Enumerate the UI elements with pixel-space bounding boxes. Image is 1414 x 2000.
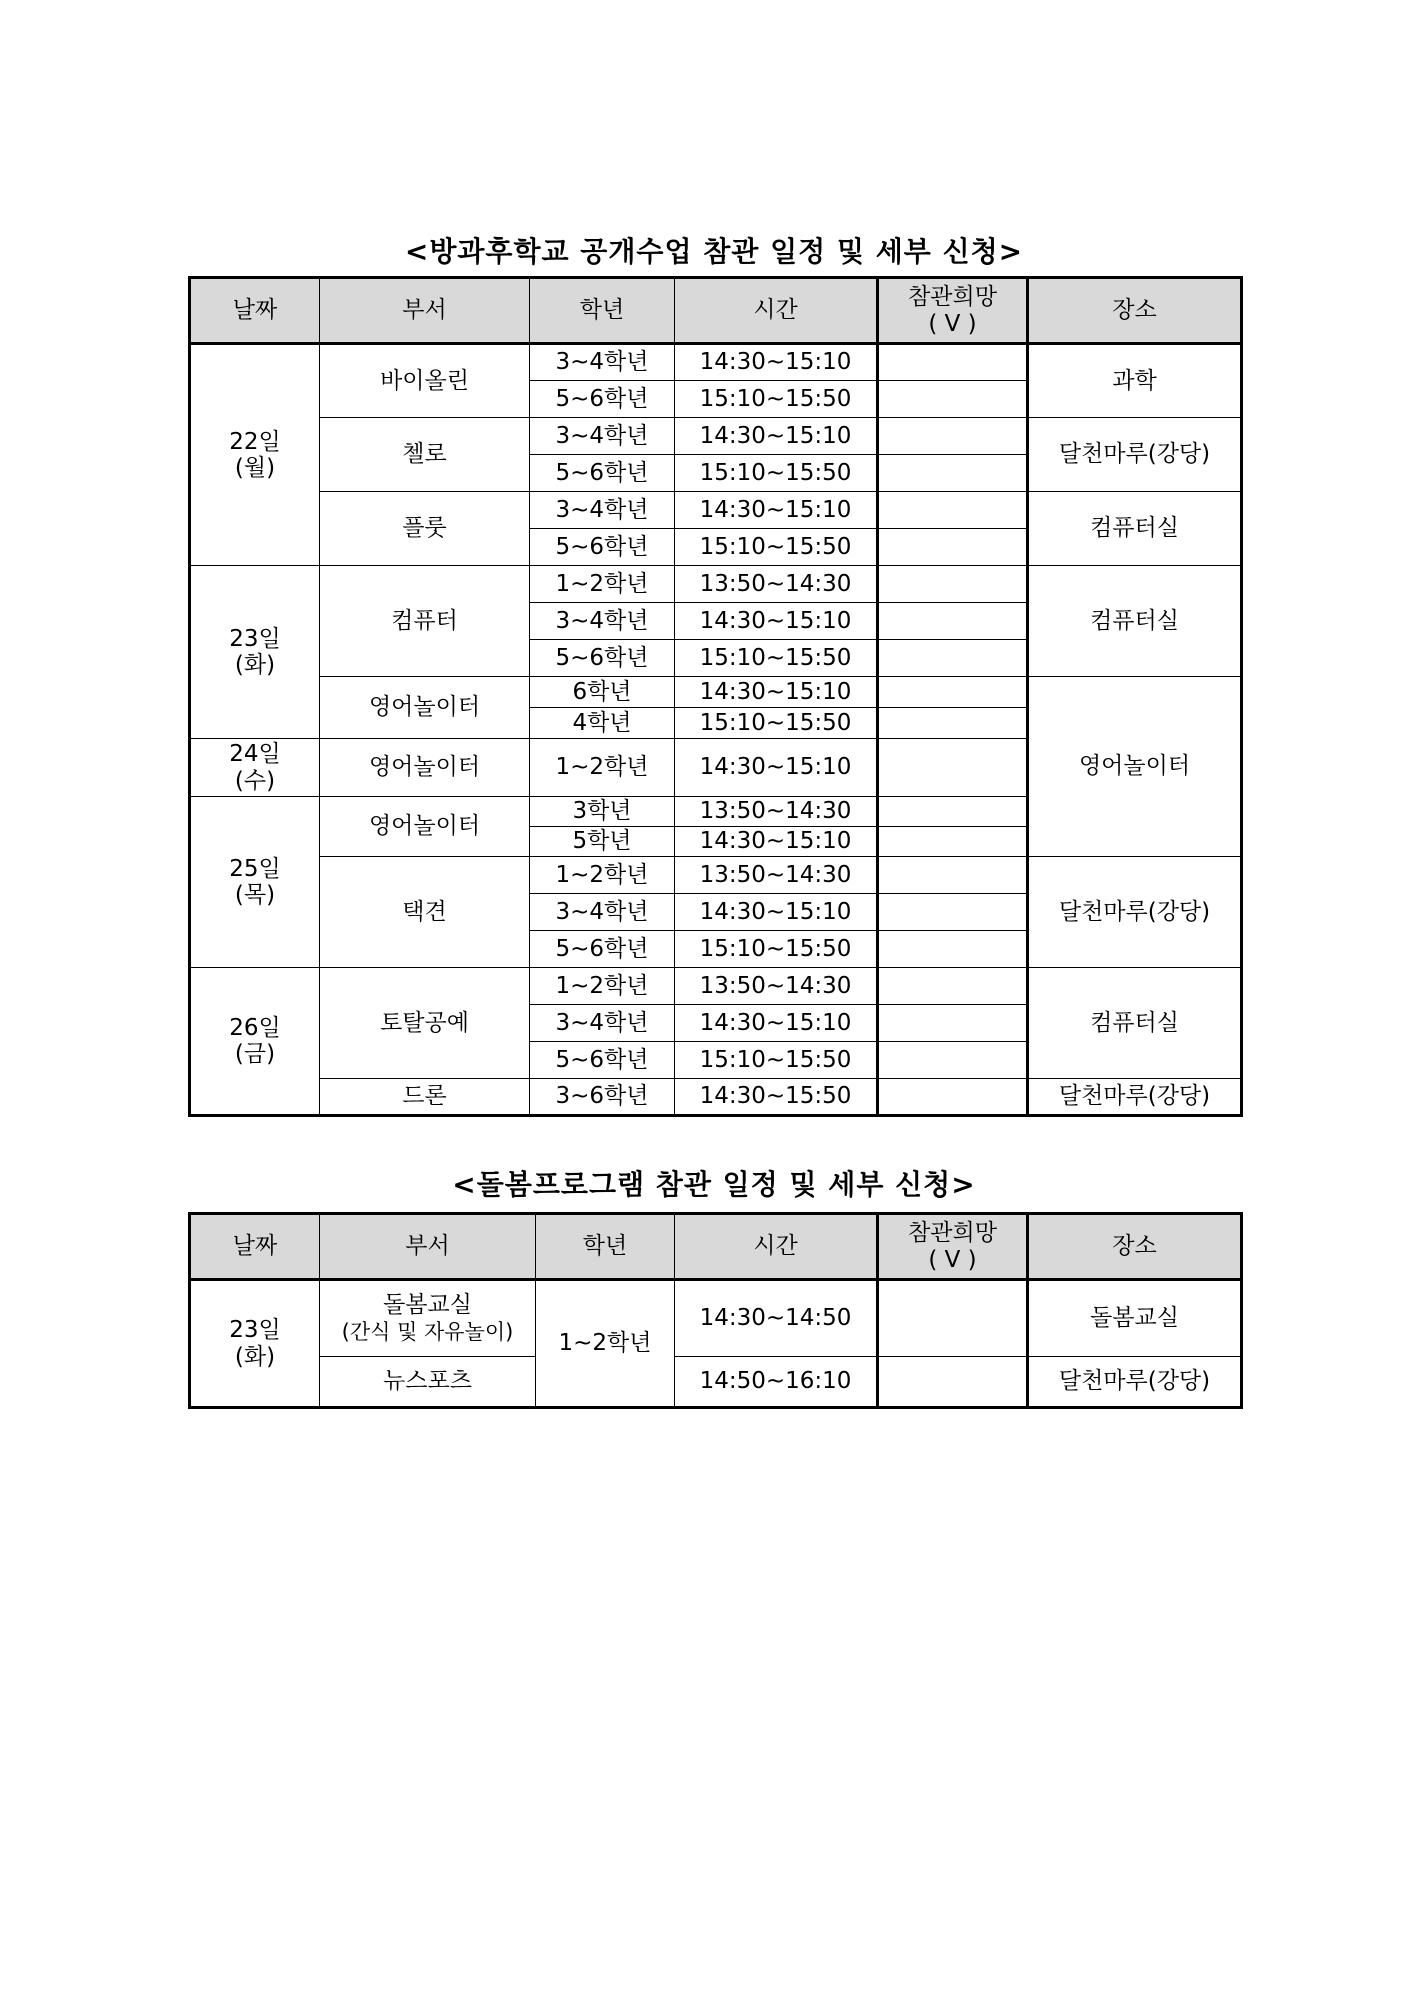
time-cell: 14:30~15:10 [675, 894, 878, 931]
hope-check-cell[interactable] [878, 381, 1028, 418]
dept-sublabel: (간식 및 자유놀이) [341, 1319, 514, 1344]
header-time: 시간 [675, 278, 878, 344]
after-school-schedule-table [188, 276, 1243, 1117]
time-cell: 14:30~15:10 [675, 677, 878, 708]
hope-check-cell[interactable] [878, 708, 1028, 739]
table-row [190, 1280, 1242, 1357]
hope-check-cell[interactable] [878, 603, 1028, 640]
hope-check-cell[interactable] [878, 1079, 1028, 1116]
time-cell: 15:10~15:50 [675, 381, 878, 418]
time-cell: 14:30~15:10 [675, 418, 878, 455]
place-cell: 과학 [1028, 344, 1242, 418]
hope-check-cell[interactable] [878, 344, 1028, 381]
time-cell: 15:10~15:50 [675, 708, 878, 739]
hope-check-cell[interactable] [878, 857, 1028, 894]
table-row [190, 968, 1242, 1005]
table-row [190, 418, 1242, 455]
header-date: 날짜 [190, 1214, 320, 1280]
date-label: 23일 [229, 625, 281, 652]
header-row [190, 278, 1242, 344]
place-cell: 달천마루(강당) [1028, 1079, 1242, 1116]
hope-check-cell[interactable] [878, 968, 1028, 1005]
grade-cell: 5~6학년 [530, 381, 675, 418]
date-label: 26일 [229, 1014, 281, 1041]
table-row [190, 677, 1242, 708]
time-cell: 14:30~15:10 [675, 739, 878, 797]
time-cell: 14:30~15:10 [675, 827, 878, 857]
day-label: (화) [234, 652, 276, 678]
place-cell: 컴퓨터실 [1028, 968, 1242, 1079]
time-cell: 15:10~15:50 [675, 640, 878, 677]
header-dept: 부서 [320, 278, 530, 344]
dept-cell: 토탈공예 [320, 968, 530, 1079]
hope-check-cell[interactable] [878, 739, 1028, 797]
date-label: 22일 [229, 428, 281, 455]
care-program-schedule-table [188, 1212, 1243, 1409]
day-label: (월) [234, 455, 276, 481]
dept-label: 돌봄교실 [383, 1292, 472, 1319]
place-cell: 달천마루(강당) [1028, 418, 1242, 492]
header-grade: 학년 [536, 1214, 675, 1280]
date-cell [190, 344, 320, 566]
time-cell: 15:10~15:50 [675, 1042, 878, 1079]
hope-check-cell[interactable] [878, 1042, 1028, 1079]
time-cell: 13:50~14:30 [675, 968, 878, 1005]
dept-cell: 영어놀이터 [320, 677, 530, 739]
day-label: (금) [234, 1041, 276, 1067]
time-cell: 13:50~14:30 [675, 566, 878, 603]
time-cell: 15:10~15:50 [675, 931, 878, 968]
grade-cell: 1~2학년 [530, 739, 675, 797]
place-cell: 영어놀이터 [1028, 677, 1242, 857]
dept-cell: 영어놀이터 [320, 797, 530, 857]
place-cell: 돌봄교실 [1028, 1280, 1242, 1357]
hope-check-cell[interactable] [878, 492, 1028, 529]
header-place: 장소 [1028, 1214, 1242, 1280]
hope-check-cell[interactable] [878, 640, 1028, 677]
header-hope-mark: ( V ) [928, 310, 977, 337]
grade-cell: 5~6학년 [530, 931, 675, 968]
table-row [190, 492, 1242, 529]
date-label: 24일 [229, 741, 281, 768]
day-label: (화) [234, 1343, 276, 1370]
header-hope [878, 1214, 1028, 1280]
grade-cell: 3~4학년 [530, 344, 675, 381]
header-place: 장소 [1028, 278, 1242, 344]
time-cell: 14:30~15:10 [675, 1005, 878, 1042]
date-cell [190, 968, 320, 1116]
place-cell: 달천마루(강당) [1028, 857, 1242, 968]
header-time: 시간 [675, 1214, 878, 1280]
grade-cell: 1~2학년 [530, 566, 675, 603]
dept-cell: 첼로 [320, 418, 530, 492]
grade-cell: 5~6학년 [530, 1042, 675, 1079]
time-cell: 14:30~15:10 [675, 344, 878, 381]
header-hope-label: 참관희망 [908, 1220, 997, 1247]
date-label: 23일 [229, 1317, 281, 1344]
grade-cell: 1~2학년 [530, 968, 675, 1005]
dept-cell: 택견 [320, 857, 530, 968]
hope-check-cell[interactable] [878, 418, 1028, 455]
schedule-title: <방과후학교 공개수업 참관 일정 및 세부 신청> [404, 235, 1024, 268]
grade-cell: 5~6학년 [530, 529, 675, 566]
date-cell [190, 739, 320, 797]
table-row [190, 1079, 1242, 1116]
hope-check-cell[interactable] [878, 455, 1028, 492]
time-cell: 15:10~15:50 [675, 455, 878, 492]
time-cell: 14:30~15:10 [675, 603, 878, 640]
dept-cell [320, 1280, 536, 1357]
grade-cell: 1~2학년 [530, 857, 675, 894]
hope-check-cell[interactable] [878, 827, 1028, 857]
time-cell: 13:50~14:30 [675, 857, 878, 894]
hope-check-cell[interactable] [878, 566, 1028, 603]
header-row [190, 1214, 1242, 1280]
table-row [190, 566, 1242, 603]
grade-cell: 3~4학년 [530, 894, 675, 931]
hope-check-cell[interactable] [878, 677, 1028, 708]
grade-cell: 3~4학년 [530, 418, 675, 455]
date-cell [190, 566, 320, 739]
table-row [190, 857, 1242, 894]
dept-cell: 컴퓨터 [320, 566, 530, 677]
header-hope-label: 참관희망 [908, 284, 997, 311]
grade-cell: 6학년 [530, 677, 675, 708]
hope-check-cell[interactable] [878, 1280, 1028, 1357]
day-label: (수) [234, 767, 276, 794]
time-cell: 14:30~15:10 [675, 492, 878, 529]
table-row [190, 344, 1242, 381]
hope-check-cell[interactable] [878, 1005, 1028, 1042]
header-hope [878, 278, 1028, 344]
day-label: (목) [234, 882, 276, 908]
grade-cell: 3~4학년 [530, 1005, 675, 1042]
place-cell: 컴퓨터실 [1028, 492, 1242, 566]
grade-cell: 5~6학년 [530, 455, 675, 492]
place-cell: 달천마루(강당) [1028, 1357, 1242, 1408]
date-label: 25일 [229, 855, 281, 882]
hope-check-cell[interactable] [878, 797, 1028, 827]
dept-cell: 드론 [320, 1079, 530, 1116]
date-cell [190, 797, 320, 968]
table-row [190, 1357, 1242, 1408]
hope-check-cell[interactable] [878, 1357, 1028, 1408]
header-dept: 부서 [320, 1214, 536, 1280]
dept-cell: 영어놀이터 [320, 739, 530, 797]
hope-check-cell[interactable] [878, 894, 1028, 931]
dept-cell: 뉴스포츠 [320, 1357, 536, 1408]
dept-cell: 플룻 [320, 492, 530, 566]
hope-check-cell[interactable] [878, 529, 1028, 566]
header-date: 날짜 [190, 278, 320, 344]
time-cell: 14:50~16:10 [675, 1357, 878, 1408]
date-cell [190, 1280, 320, 1408]
time-cell: 14:30~15:50 [675, 1079, 878, 1116]
header-grade: 학년 [530, 278, 675, 344]
time-cell: 14:30~14:50 [675, 1280, 878, 1357]
hope-check-cell[interactable] [878, 931, 1028, 968]
grade-cell: 3~6학년 [530, 1079, 675, 1116]
header-hope-mark: ( V ) [928, 1246, 977, 1273]
grade-cell: 3~4학년 [530, 492, 675, 529]
place-cell: 컴퓨터실 [1028, 566, 1242, 677]
time-cell: 15:10~15:50 [675, 529, 878, 566]
care-program-title: <돌봄프로그램 참관 일정 및 세부 신청> [452, 1168, 976, 1201]
grade-cell: 4학년 [530, 708, 675, 739]
dept-cell: 바이올린 [320, 344, 530, 418]
grade-cell: 5~6학년 [530, 640, 675, 677]
grade-cell: 5학년 [530, 827, 675, 857]
time-cell: 13:50~14:30 [675, 797, 878, 827]
grade-cell: 3~4학년 [530, 603, 675, 640]
grade-cell: 3학년 [530, 797, 675, 827]
grade-cell: 1~2학년 [536, 1280, 675, 1408]
